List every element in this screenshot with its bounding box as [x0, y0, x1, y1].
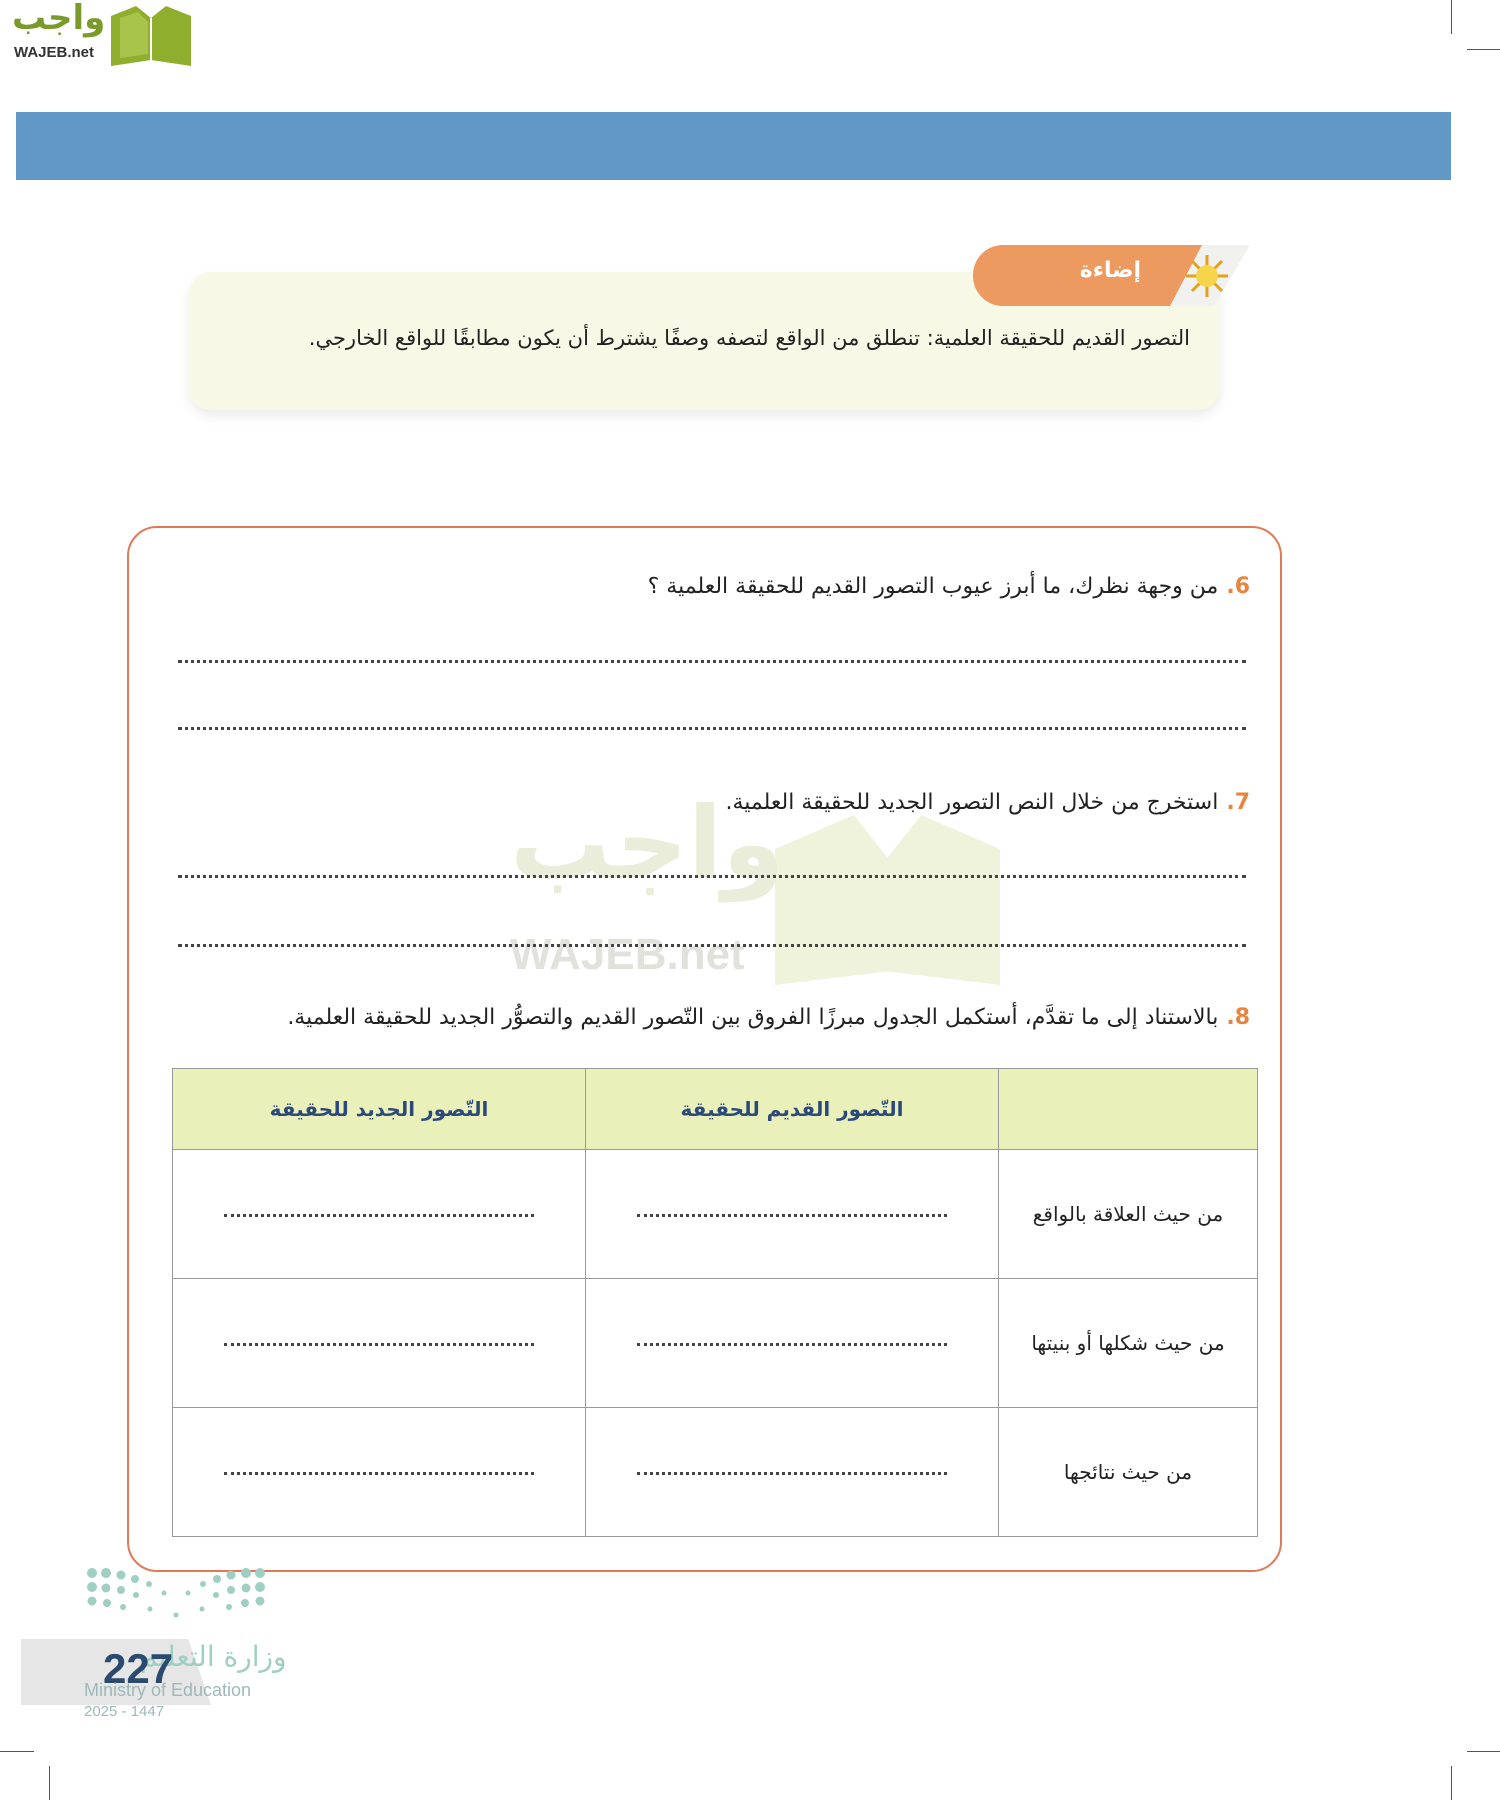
- ministry-name-english: Ministry of Education: [84, 1680, 252, 1700]
- question-8: [287, 1005, 1250, 1030]
- crop-mark: [1467, 1751, 1500, 1752]
- sun-icon: [1184, 253, 1230, 299]
- callout-tab: [973, 245, 1203, 306]
- answer-cell[interactable]: [586, 1408, 999, 1537]
- callout-tab-label: إضاءة: [1079, 258, 1141, 283]
- question-number: 6.: [1226, 574, 1250, 599]
- row-label: من حيث نتائجها: [999, 1408, 1258, 1537]
- logo-arabic: واجب: [12, 0, 106, 38]
- answer-cell[interactable]: [173, 1279, 586, 1408]
- answer-line[interactable]: [178, 727, 1246, 730]
- answer-cell[interactable]: [586, 1279, 999, 1408]
- table-row: [173, 1279, 1258, 1408]
- answer-cell[interactable]: [173, 1150, 586, 1279]
- watermark-latin: WAJEB.net: [510, 930, 745, 979]
- question-text: استخرج من خلال النص التصور الجديد للحقيقة العلمية.: [725, 790, 1219, 815]
- callout-text: التصور القديم للحقيقة العلمية: تنطلق من الواقع لتصفه وصفًا يشترط أن يكون مطابقًا للواقع الخارجي.: [308, 326, 1190, 350]
- crop-mark: [1451, 1766, 1452, 1800]
- ministry-name-arabic: وزارة التعليم: [140, 1640, 287, 1673]
- question-number: 7.: [1226, 790, 1250, 815]
- answer-line[interactable]: [178, 875, 1246, 878]
- question-text: من وجهة نظرك، ما أبرز عيوب التصور القديم للحقيقة العلمية ؟: [647, 574, 1219, 599]
- answer-cell[interactable]: [173, 1408, 586, 1537]
- header-banner: [16, 112, 1451, 180]
- answer-line[interactable]: [178, 660, 1246, 663]
- page-number: 227: [103, 1645, 174, 1692]
- logo-latin: WAJEB.net: [14, 44, 95, 61]
- wajeb-logo[interactable]: [8, 0, 194, 68]
- table-header: التّصور الجديد للحقيقة: [173, 1069, 586, 1150]
- book-icon: [108, 4, 194, 68]
- crop-mark: [1467, 49, 1500, 50]
- question-7: [726, 790, 1251, 815]
- table-row: [173, 1150, 1258, 1279]
- answer-line[interactable]: [178, 944, 1246, 947]
- crop-mark: [49, 1766, 50, 1800]
- question-text: بالاستناد إلى ما تقدَّم، أستكمل الجدول مبرزًا الفروق بين التّصور القديم والتصوُّر الجديد للحقيقة العلمية.: [287, 1005, 1219, 1030]
- comparison-table: [172, 1068, 1258, 1537]
- table-header: التّصور القديم للحقيقة: [586, 1069, 999, 1150]
- question-6: [648, 574, 1250, 599]
- question-number: 8.: [1226, 1005, 1250, 1030]
- table-header-row: [173, 1069, 1258, 1150]
- row-label: من حيث العلاقة بالواقع: [999, 1150, 1258, 1279]
- crop-mark: [1451, 0, 1452, 34]
- table-row: [173, 1408, 1258, 1537]
- answer-cell[interactable]: [586, 1150, 999, 1279]
- ministry-logo-dots: [86, 1565, 266, 1625]
- table-header: [999, 1069, 1258, 1150]
- watermark-book-icon: [775, 815, 1000, 985]
- crop-mark: [0, 1751, 34, 1752]
- watermark-arabic: واجب: [510, 785, 785, 902]
- row-label: من حيث شكلها أو بنيتها: [999, 1279, 1258, 1408]
- edition-year: 2025 - 1447: [84, 1703, 165, 1720]
